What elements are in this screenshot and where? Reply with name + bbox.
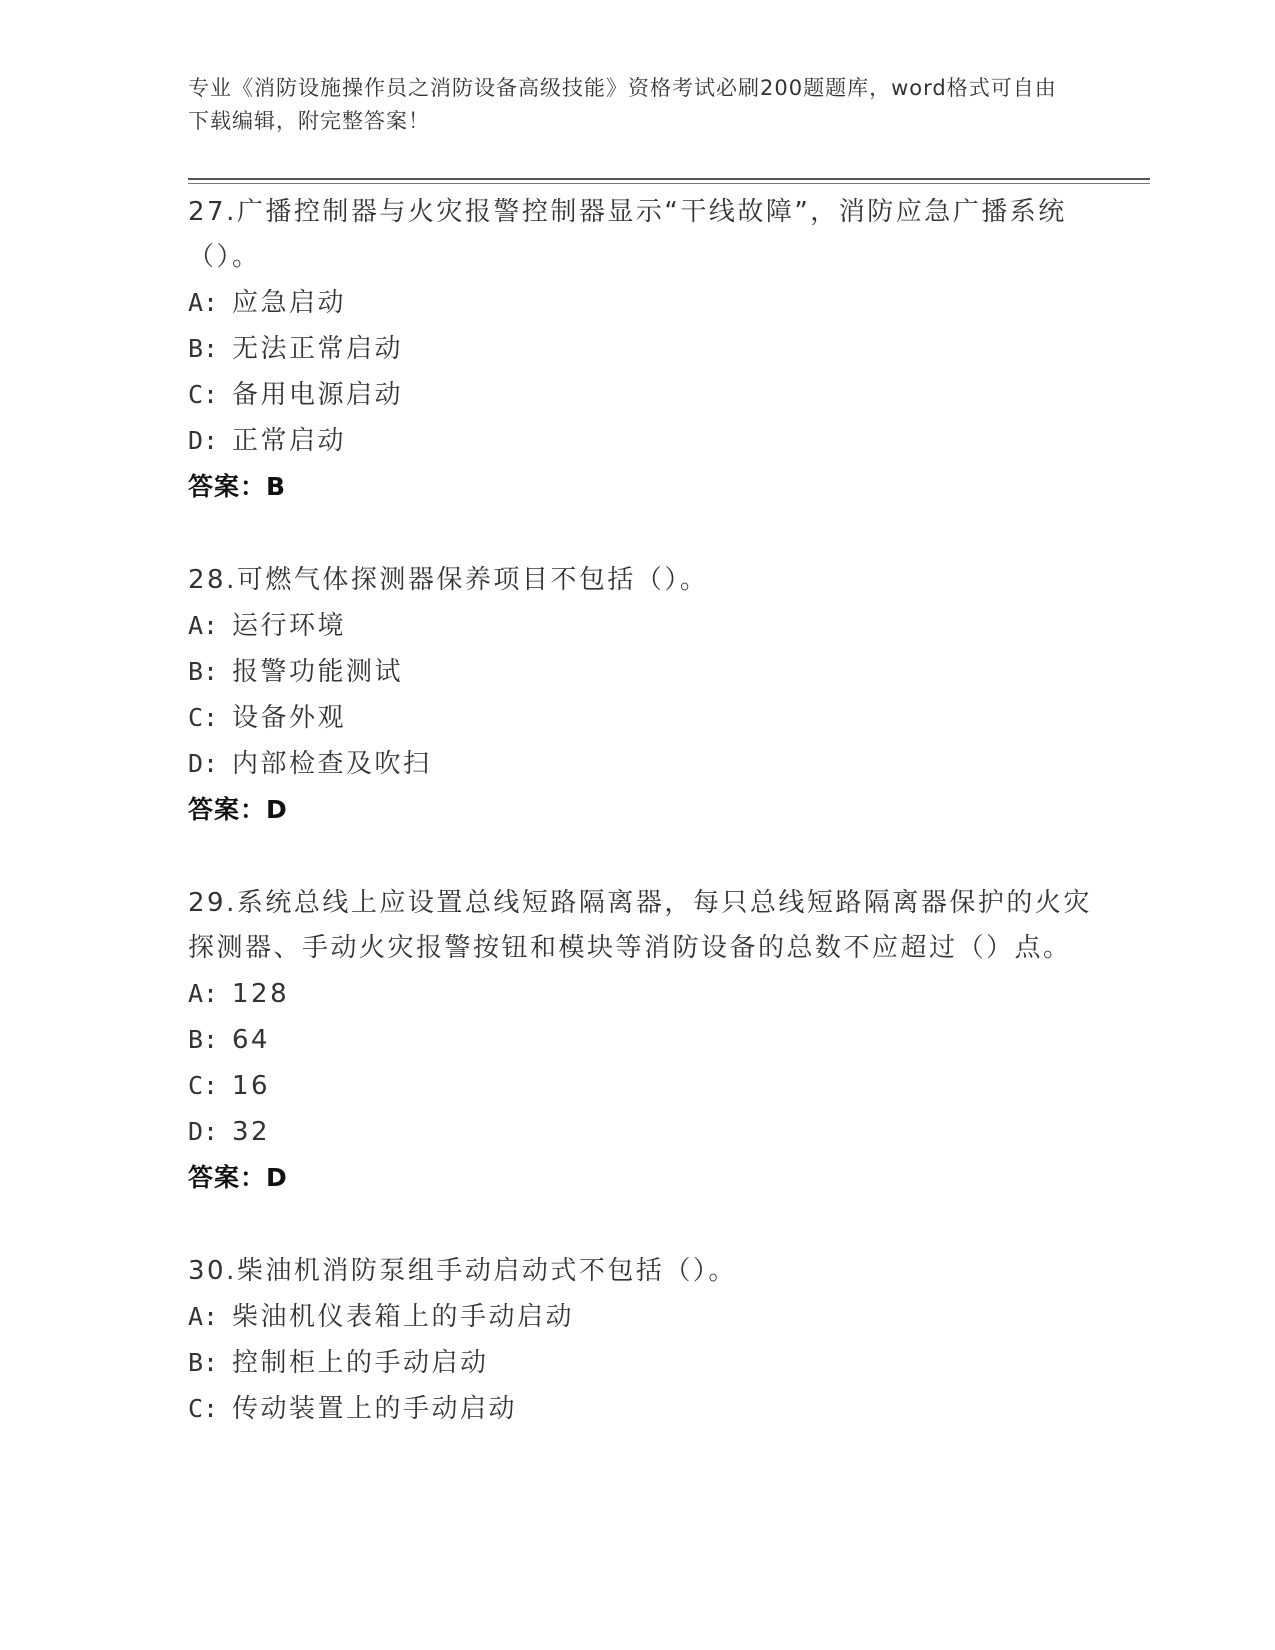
- option-text: 32: [232, 1117, 271, 1147]
- option-text: 控制柜上的手动启动: [232, 1348, 489, 1378]
- document-header: 专业《消防设施操作员之消防设备高级技能》资格考试必刷200题题库，word格式可自由下载编辑，附完整答案！: [188, 76, 1057, 133]
- option-key: B:: [188, 657, 219, 686]
- option-a: [188, 1294, 1108, 1340]
- question-stem: 28.可燃气体探测器保养项目不包括（）。: [188, 565, 709, 595]
- option-key: B:: [188, 1025, 219, 1054]
- question-stem: 30.柴油机消防泵组手动启动式不包括（）。: [188, 1256, 737, 1286]
- option-key: B:: [188, 334, 219, 363]
- question-27: [188, 190, 1108, 509]
- option-key: D:: [188, 749, 219, 778]
- question-28: [188, 558, 1108, 832]
- option-key: A:: [188, 979, 219, 1008]
- question-stem: 29.系统总线上应设置总线短路隔离器，每只总线短路隔离器保护的火灾探测器、手动火灾报警按钮和模块等消防设备的总数不应超过（）点。: [188, 888, 1092, 963]
- option-key: C:: [188, 703, 219, 732]
- option-text: 运行环境: [232, 611, 347, 641]
- option-d: [188, 418, 1108, 464]
- option-b: [188, 1017, 1108, 1063]
- option-c: [188, 372, 1108, 418]
- option-text: 正常启动: [232, 426, 347, 456]
- question-stem: 27.广播控制器与火灾报警控制器显示“干线故障”，消防应急广播系统（）。: [188, 197, 1067, 272]
- option-text: 内部检查及吹扫: [232, 749, 432, 779]
- option-key: B:: [188, 1348, 219, 1377]
- option-b: [188, 326, 1108, 372]
- option-text: 64: [232, 1025, 271, 1055]
- option-a: [188, 971, 1108, 1017]
- option-a: [188, 603, 1108, 649]
- option-key: D:: [188, 1117, 219, 1146]
- option-key: A:: [188, 288, 219, 317]
- option-a: [188, 280, 1108, 326]
- option-key: A:: [188, 1302, 219, 1331]
- option-text: 16: [232, 1071, 271, 1101]
- option-b: [188, 649, 1108, 695]
- option-key: C:: [188, 1071, 219, 1100]
- option-text: 应急启动: [232, 288, 347, 318]
- header-divider-thick: [188, 178, 1150, 180]
- question-list: [188, 190, 1108, 1481]
- option-key: A:: [188, 611, 219, 640]
- question-30: [188, 1249, 1108, 1432]
- option-text: 传动装置上的手动启动: [232, 1394, 518, 1424]
- option-b: [188, 1340, 1108, 1386]
- option-c: [188, 695, 1108, 741]
- option-d: [188, 741, 1108, 787]
- option-text: 报警功能测试: [232, 657, 404, 687]
- option-key: D:: [188, 426, 219, 455]
- option-d: [188, 1109, 1108, 1155]
- option-c: [188, 1063, 1108, 1109]
- option-text: 128: [232, 979, 290, 1009]
- header-divider-thin: [188, 183, 1150, 184]
- question-29: [188, 881, 1108, 1200]
- option-key: C:: [188, 1394, 219, 1423]
- answer-text: 答案：D: [188, 795, 288, 824]
- option-text: 设备外观: [232, 703, 347, 733]
- option-text: 无法正常启动: [232, 334, 404, 364]
- answer-text: 答案：B: [188, 472, 287, 501]
- answer-text: 答案：D: [188, 1163, 288, 1192]
- option-key: C:: [188, 380, 219, 409]
- option-c: [188, 1386, 1108, 1432]
- option-text: 柴油机仪表箱上的手动启动: [232, 1302, 575, 1332]
- option-text: 备用电源启动: [232, 380, 404, 410]
